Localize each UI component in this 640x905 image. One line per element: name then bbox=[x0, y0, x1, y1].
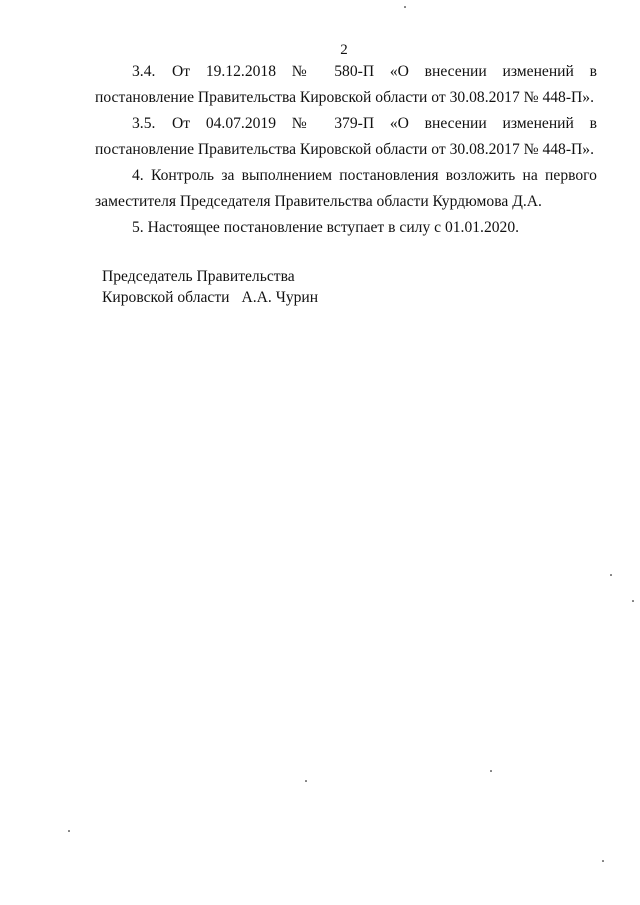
scan-speck bbox=[68, 830, 70, 832]
scan-speck bbox=[610, 574, 612, 576]
scan-speck bbox=[305, 780, 307, 782]
paragraph-number: 4. bbox=[132, 167, 144, 184]
page-number: 2 bbox=[340, 42, 348, 58]
paragraph-text: Контроль за выполнением постановления возложить на первого заместителя Председателя Правительства области Курдюмова Д.А. bbox=[95, 167, 597, 210]
paragraph-5 bbox=[95, 215, 597, 241]
paragraph-number: 3.4. bbox=[132, 63, 156, 80]
scan-speck bbox=[404, 6, 406, 8]
paragraph-3-5 bbox=[95, 111, 597, 163]
signatory-name: А.А. Чурин bbox=[241, 289, 319, 306]
scan-speck bbox=[632, 600, 634, 602]
paragraph-number: 3.5. bbox=[132, 115, 156, 132]
document-body bbox=[95, 59, 597, 241]
scan-speck bbox=[602, 860, 604, 862]
paragraph-3-4 bbox=[95, 59, 597, 111]
paragraph-number: 5. bbox=[132, 219, 144, 236]
signatory-position-region: Кировской области bbox=[102, 289, 230, 306]
paragraph-text: Настоящее постановление вступает в силу с 01.01.2020. bbox=[147, 219, 520, 236]
paragraph-text: От 04.07.2019 № 379-П «О внесении изменений в постановление Правительства Кировской области от 30.08.2017 № 448-П». bbox=[95, 115, 597, 158]
signature-block bbox=[102, 266, 318, 308]
scan-speck bbox=[490, 770, 492, 772]
paragraph-text: От 19.12.2018 № 580-П «О внесении изменений в постановление Правительства Кировской области от 30.08.2017 № 448-П». bbox=[95, 63, 597, 106]
signatory-position-line-2 bbox=[102, 287, 318, 308]
signatory-position-line-1: Председатель Правительства bbox=[102, 268, 295, 285]
paragraph-4 bbox=[95, 163, 597, 215]
